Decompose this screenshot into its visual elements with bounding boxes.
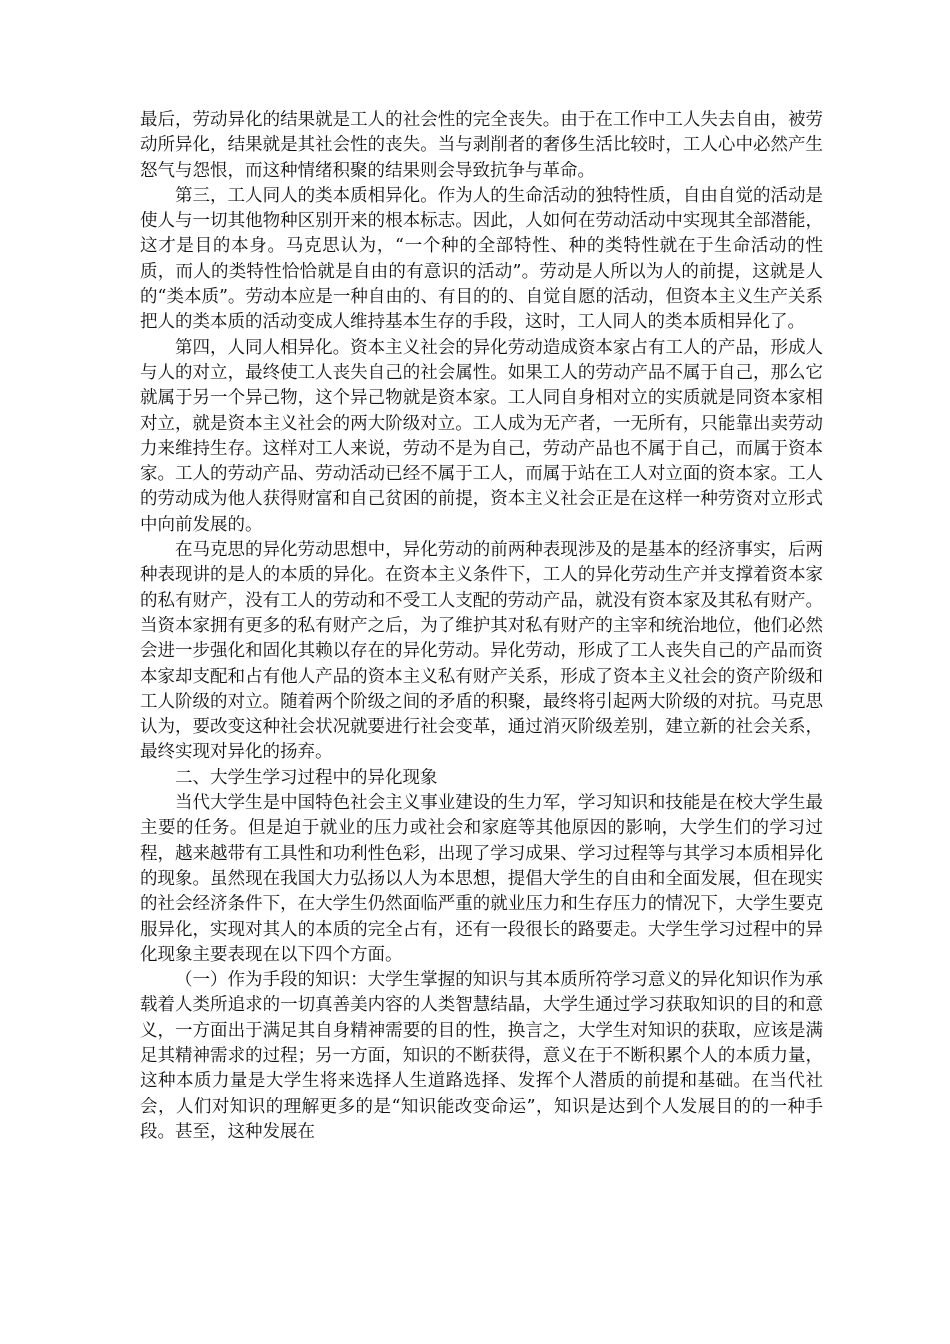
paragraph-2: 第三，工人同人的类本质相异化。作为人的生命活动的独特性质，自由自觉的活动是使人与一切其他物种区别开来的根本标志。因此，人如何在劳动活动中实现其全部潜能，这才是目的本身。马克思认为，“一个种的全部特性、种的类特性就在于生命活动的性质，而人的类特性恰恰就是自由的有意识的活动”。劳动是人所以为人的前提，这就是人的“类本质”。劳动本应是一种自由的、有目的的、自觉自愿的活动，但资本主义生产关系把人的类本质的活动变成人维持基本生存的手段，这时，工人同人的类本质相异化了。 bbox=[140, 185, 823, 333]
paragraph-1: 最后，劳动异化的结果就是工人的社会性的完全丧失。由于在工作中工人失去自由，被劳动所异化，结果就是其社会性的丧失。当与剥削者的奢侈生活比较时，工人心中必然产生怒气与怨恨，而这种情绪积聚的结果则会导致抗争与革命。 bbox=[140, 110, 823, 181]
paragraph-6: （一）作为手段的知识：大学生掌握的知识与其本质所符学习意义的异化知识作为承载着人类所追求的一切真善美内容的人类智慧结晶，大学生通过学习获取知识的目的和意义，一方面出于满足其自身精神需要的目的性，换言之，大学生对知识的获取，应该是满足其精神需求的过程；另一方面，知识的不断获得，意义在于不断积累个人的本质力量，这种本质力量是大学生将来选择人生道路选择、发挥个人潜质的前提和基础。在当代社会，人们对知识的理解更多的是“知识能改变命运”，知识是达到个人发展目的的一种手段。甚至，这种发展在 bbox=[140, 970, 823, 1142]
document-page bbox=[140, 108, 823, 1145]
paragraph-5: 当代大学生是中国特色社会主义事业建设的生力军，学习知识和技能是在校大学生最主要的任务。但是迫于就业的压力或社会和家庭等其他原因的影响，大学生们的学习过程，越来越带有工具性和功利性色彩，出现了学习成果、学习过程等与其学习本质相异化的现象。虽然现在我国大力弘扬以人为本思想，提倡大学生的自由和全面发展，但在现实的社会经济条件下，在大学生仍然面临严重的就业压力和生存压力的情况下，大学生要克服异化，实现对其人的本质的完全占有，还有一段很长的路要走。大学生学习过程中的异化现象主要表现在以下四个方面。 bbox=[140, 793, 823, 965]
paragraph-4: 在马克思的异化劳动思想中，异化劳动的前两种表现涉及的是基本的经济事实，后两种表现讲的是人的本质的异化。在资本主义条件下，工人的异化劳动生产并支撑着资本家的私有财产，没有工人的劳动和不受工人支配的劳动产品，就没有资本家及其私有财产。当资本家拥有更多的私有财产之后，为了维护其对私有财产的主宰和统治地位，他们必然会进一步强化和固化其赖以存在的异化劳动。异化劳动，形成了工人丧失自己的产品而资本家却支配和占有他人产品的资本主义私有财产关系，形成了资本主义社会的资产阶级和工人阶级的对立。随着两个阶级之间的矛盾的积聚，最终将引起两大阶级的对抗。马克思认为，要改变这种社会状况就要进行社会变革，通过消灭阶级差别，建立新的社会关系，最终实现对异化的扬弃。 bbox=[140, 540, 823, 763]
section-heading: 二、大学生学习过程中的异化现象 bbox=[175, 767, 438, 788]
paragraph-3: 第四，人同人相异化。资本主义社会的异化劳动造成资本家占有工人的产品，形成人与人的对立，最终使工人丧失自己的社会属性。如果工人的劳动产品不属于自己，那么它就属于另一个异己物，这个异己物就是资本家。工人同自身相对立的实质就是同资本家相对立，就是资本主义社会的两大阶级对立。工人成为无产者，一无所有，只能靠出卖劳动力来维持生存。这样对工人来说，劳动不是为自己，劳动产品也不属于自己，而属于资本家。工人的劳动产品、劳动活动已经不属于工人，而属于站在工人对立面的资本家。工人的劳动成为他人获得财富和自己贫困的前提，资本主义社会正是在这样一种劳资对立形式中向前发展的。 bbox=[140, 337, 823, 535]
